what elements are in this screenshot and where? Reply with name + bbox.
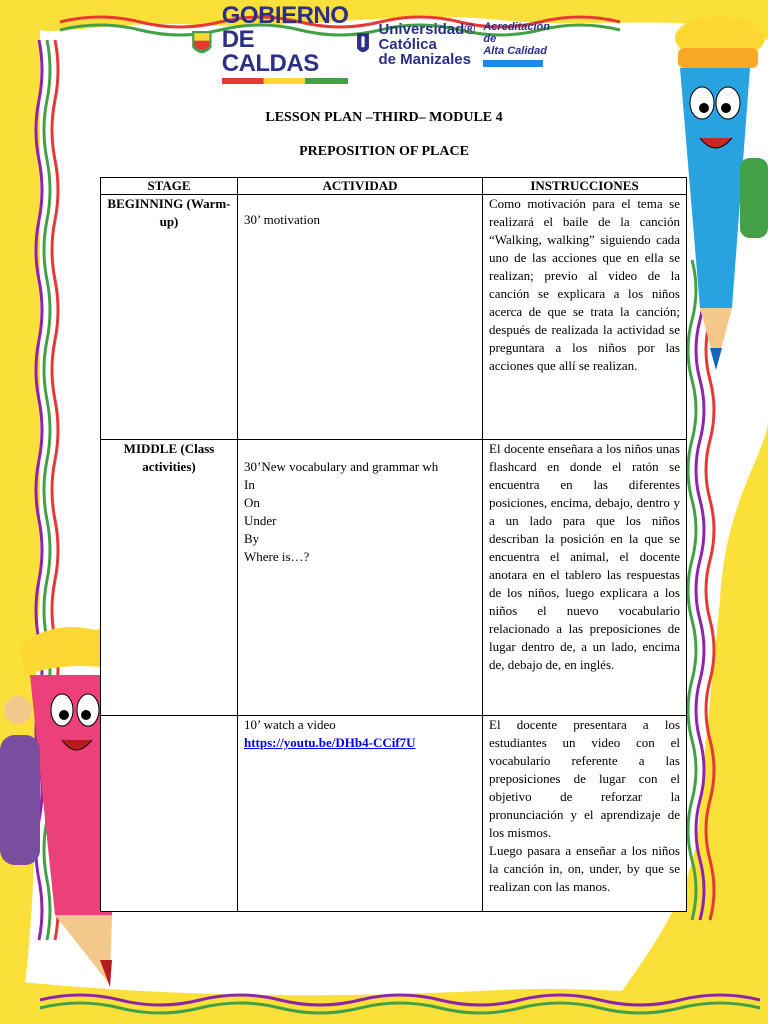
activity-line: In (244, 477, 255, 492)
activity-line: 10’ watch a video (244, 717, 336, 732)
activity-cell (238, 716, 483, 912)
header-stage: STAGE (101, 178, 238, 195)
document-title: LESSON PLAN –THIRD– MODULE 4 (265, 110, 503, 125)
header-logos (190, 2, 550, 77)
activity-line: By (244, 531, 260, 546)
gobierno-logo-line1: GOBIERNO (221, 2, 349, 29)
table-row-beginning (101, 195, 687, 440)
activity-line: Where is…? (244, 549, 310, 564)
acred-logo-line2: Alta Calidad (483, 45, 547, 57)
header-instructions: INSTRUCCIONES (483, 178, 687, 195)
activity-line: 30’New vocabulary and grammar wh (244, 459, 439, 474)
stage-cell: BEGINNING (Warm-up) (101, 195, 238, 440)
activity-cell (238, 440, 483, 716)
table-header-row (101, 178, 687, 195)
ucm-logo (378, 22, 475, 67)
ucm-crest-logo (356, 22, 370, 66)
instructions-paragraph: El docente presentara a los estudiantes un video con el vocabulario referente a las preposiciones de lugar con el objetivo de reforzar la pronunciación y el aprendizaje de los mismos. (489, 717, 680, 840)
gobierno-caldas-logo (222, 4, 349, 84)
activity-line: 30’ motivation (244, 212, 320, 227)
header-activity: ACTIVIDAD (238, 178, 483, 195)
ucm-logo-line3: de Manizales (378, 50, 471, 68)
activity-line: Under (244, 513, 277, 528)
instructions-cell: Como motivación para el tema se realizará el baile de la canción “Walking, walking” siguiendo cada uno de las acciones que en ella se realizan; previo al video de la canción se explicara a los niños acerca de que se trata la canción; después de realizada la actividad se preguntara a los niños por las acciones que allí se realizan. (483, 195, 687, 440)
table-row-video (101, 716, 687, 912)
acred-logo-line1: Acreditación de (483, 21, 550, 45)
acreditacion-logo (483, 21, 550, 67)
document-subtitle: PREPOSITION OF PLACE (299, 144, 469, 159)
ucm-logo-line2: Católica (378, 35, 437, 53)
stage-cell: MIDDLE (Class activities) (101, 440, 238, 716)
instructions-cell (483, 716, 687, 912)
gobierno-caldas-shield-logo (190, 16, 214, 72)
instructions-paragraph: Luego pasara a enseñar a los niños la canción in, on, under, by que se realizan con las manos. (489, 843, 680, 894)
ucm-logo-line1: Universidad® (378, 20, 476, 38)
instructions-cell: El docente enseñara a los niños unas flashcard en donde el ratón se encuentra en las diferentes posiciones, encima, debajo, dentro y a un lado para que los niños describan la posición en la que se encuentra el animal, el docente anotara en el tablero las respuestas de los niños, luego explicara a los niños el nuevo vocabulario relacionado a las preposiciones de lugar dentro de, a un lado, encima de, debajo de, en inglés. (483, 440, 687, 716)
activity-line: On (244, 495, 260, 510)
lesson-plan-table (100, 177, 687, 912)
stage-cell (101, 716, 238, 912)
table-row-middle (101, 440, 687, 716)
activity-cell (238, 195, 483, 440)
gobierno-logo-line2: DE CALDAS (221, 26, 319, 77)
youtube-video-link[interactable]: https://youtu.be/DHb4-CCif7U (244, 735, 416, 750)
